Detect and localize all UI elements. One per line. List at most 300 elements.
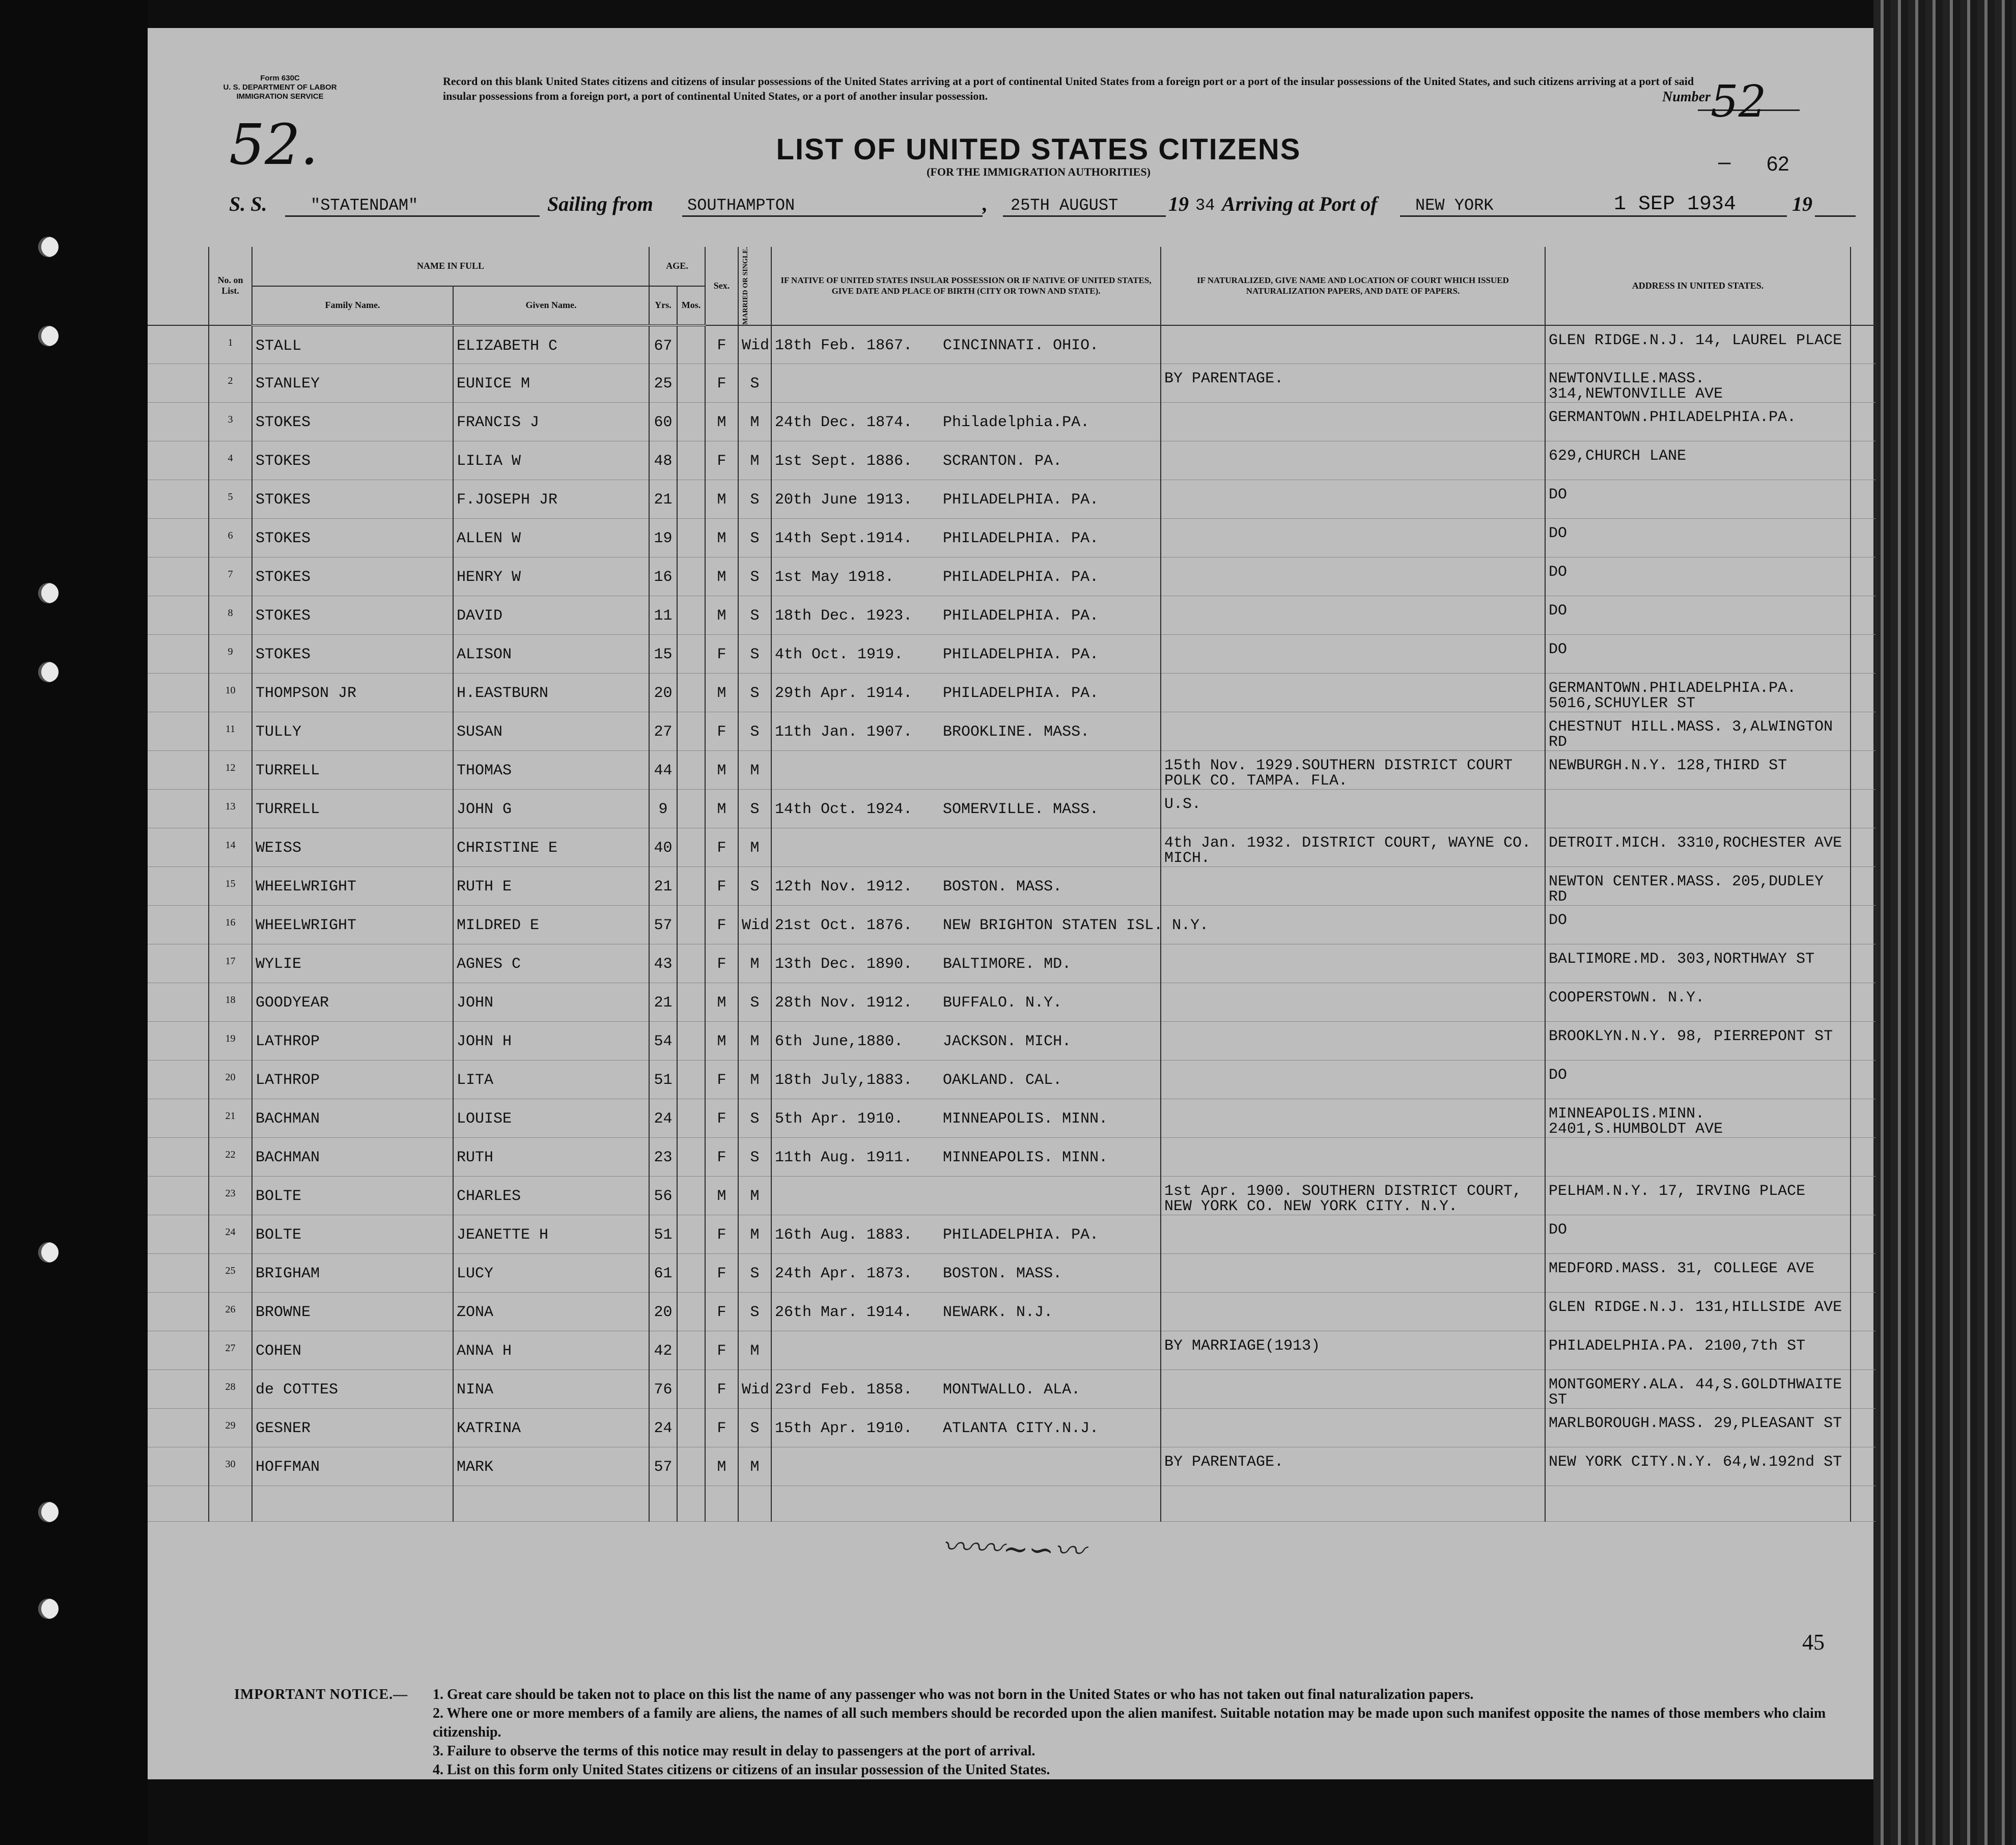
- cell-empty: [1851, 519, 1876, 557]
- cell-empty: [677, 1060, 705, 1099]
- cell-yrs: 15: [649, 635, 677, 674]
- cell-address: NEW YORK CITY.N.Y. 64,W.192nd ST: [1545, 1447, 1851, 1486]
- cell-address: GERMANTOWN.PHILADELPHIA.PA.: [1545, 403, 1851, 441]
- number-label: Number: [1662, 89, 1711, 105]
- col-no: No. on List.: [209, 247, 252, 325]
- cell-empty: [677, 1022, 705, 1060]
- cell-address: DO: [1545, 519, 1851, 557]
- cell-nat: [1161, 712, 1545, 751]
- table-row: [148, 712, 1876, 751]
- table-row: [148, 1447, 1876, 1486]
- cell-ms: M: [738, 1177, 771, 1215]
- cell-empty: [677, 1486, 705, 1522]
- cell-address: BROOKLYN.N.Y. 98, PIERREPONT ST: [1545, 1022, 1851, 1060]
- cell-empty: [1851, 712, 1876, 751]
- cell-empty: [677, 635, 705, 674]
- cell-birth: [771, 364, 1161, 403]
- cell-ms: S: [738, 1409, 771, 1447]
- cell-nat: [1161, 1409, 1545, 1447]
- cell-family: TULLY: [252, 712, 453, 751]
- cell-empty: [148, 1022, 209, 1060]
- cell-yrs: 27: [649, 712, 677, 751]
- cell-empty: [677, 519, 705, 557]
- cell-empty: [1851, 325, 1876, 364]
- cell-empty: [252, 1486, 453, 1522]
- birth-date: 16th Aug. 1883.: [775, 1226, 913, 1244]
- cell-nat: [1161, 1138, 1545, 1177]
- cell-nat: [1161, 635, 1545, 674]
- cell-empty: [677, 1447, 705, 1486]
- cell-empty: [148, 712, 209, 751]
- cell-sex: M: [705, 751, 738, 790]
- birth-place: BOSTON. MASS.: [943, 878, 1062, 896]
- cell-birth: [771, 1293, 1161, 1331]
- birth-date: 11th Jan. 1907.: [775, 723, 913, 741]
- table-row: [148, 1138, 1876, 1177]
- cell-family: THOMPSON JR: [252, 674, 453, 712]
- cell-no: 7: [209, 557, 252, 596]
- birth-date: 26th Mar. 1914.: [775, 1304, 913, 1322]
- cell-empty: [1161, 1486, 1545, 1522]
- birth-date: 14th Oct. 1924.: [775, 801, 913, 819]
- cell-yrs: 60: [649, 403, 677, 441]
- cell-empty: [148, 790, 209, 828]
- cell-empty: [1851, 1060, 1876, 1099]
- cell-empty: [148, 1177, 209, 1215]
- cell-given: JOHN H: [453, 1022, 649, 1060]
- birth-place: SOMERVILLE. MASS.: [943, 801, 1099, 819]
- cell-empty: [677, 1254, 705, 1293]
- cell-sex: F: [705, 441, 738, 480]
- cell-family: STOKES: [252, 557, 453, 596]
- cell-no: 1: [209, 325, 252, 364]
- cell-sex: M: [705, 480, 738, 519]
- cell-ms: M: [738, 828, 771, 867]
- cell-sex: M: [705, 1177, 738, 1215]
- cell-given: ZONA: [453, 1293, 649, 1331]
- cell-birth: [771, 480, 1161, 519]
- birth-date: 18th Feb. 1867.: [775, 337, 913, 354]
- cell-nat: 1st Apr. 1900. SOUTHERN DISTRICT COURT, NEW YORK CO. NEW YORK CITY. N.Y.: [1161, 1177, 1545, 1215]
- page-ref-dash: –: [1718, 149, 1731, 174]
- cell-no: 15: [209, 867, 252, 906]
- cell-sex: F: [705, 1293, 738, 1331]
- birth-date: 11th Aug. 1911.: [775, 1149, 913, 1167]
- cell-address: CHESTNUT HILL.MASS. 3,ALWINGTON RD: [1545, 712, 1851, 751]
- year-prefix: 19: [1168, 192, 1189, 215]
- cell-birth: [771, 1177, 1161, 1215]
- birth-place: BOSTON. MASS.: [943, 1265, 1062, 1283]
- cell-given: THOMAS: [453, 751, 649, 790]
- birth-place: PHILADELPHIA. PA.: [943, 685, 1099, 703]
- number-value: 52: [1711, 76, 1767, 127]
- cell-birth: [771, 712, 1161, 751]
- cell-empty: [1851, 596, 1876, 635]
- form-id-block: [209, 74, 351, 101]
- cell-empty: [148, 1060, 209, 1099]
- birth-place: PHILADELPHIA. PA.: [943, 607, 1099, 625]
- cell-empty: [677, 441, 705, 480]
- cell-birth: [771, 403, 1161, 441]
- birth-place: BUFFALO. N.Y.: [943, 994, 1062, 1012]
- cell-no: 3: [209, 403, 252, 441]
- cell-empty: [1851, 790, 1876, 828]
- table-row: [148, 1370, 1876, 1409]
- cell-ms: S: [738, 557, 771, 596]
- port-from-underline: [682, 215, 983, 217]
- cell-empty: [148, 1447, 209, 1486]
- handwritten-list-number: 52.: [229, 112, 318, 177]
- cell-yrs: 42: [649, 1331, 677, 1370]
- cell-empty: [148, 983, 209, 1022]
- cell-empty: [705, 1486, 738, 1522]
- table-row: [148, 906, 1876, 944]
- preamble-text: Record on this blank United States citizens and citizens of insular possessions of the United States arriving at a port of continental United States from a foreign port or a port of the insular possessions of the United States, and such citizens arriving at a port of said insular possessions from a foreign port, a port of continental United States, or a port of another insular possession.: [443, 75, 1694, 102]
- cell-given: ANNA H: [453, 1331, 649, 1370]
- cell-address: NEWBURGH.N.Y. 128,THIRD ST: [1545, 751, 1851, 790]
- cell-birth: [771, 983, 1161, 1022]
- birth-place: BROOKLINE. MASS.: [943, 723, 1090, 741]
- cell-no: 9: [209, 635, 252, 674]
- voyage-line: [229, 192, 1858, 222]
- cell-address: DO: [1545, 596, 1851, 635]
- table-row: [148, 441, 1876, 480]
- cell-family: TURRELL: [252, 790, 453, 828]
- col-birth: IF NATIVE OF UNITED STATES INSULAR POSSESSION OR IF NATIVE OF UNITED STATES, GIVE DATE AND PLACE OF BIRTH (CITY OR TOWN AND STATE).: [771, 247, 1161, 325]
- cell-sex: F: [705, 1409, 738, 1447]
- cell-nat: BY PARENTAGE.: [1161, 1447, 1545, 1486]
- col-family-name: Family Name.: [252, 286, 453, 325]
- birth-place: OAKLAND. CAL.: [943, 1072, 1062, 1089]
- cell-empty: [453, 1486, 649, 1522]
- cell-address: DO: [1545, 557, 1851, 596]
- cell-given: CHARLES: [453, 1177, 649, 1215]
- cell-no: 21: [209, 1099, 252, 1138]
- cell-birth: [771, 1060, 1161, 1099]
- cell-nat: 15th Nov. 1929.SOUTHERN DISTRICT COURT POLK CO. TAMPA. FLA.: [1161, 751, 1545, 790]
- cell-empty: [677, 944, 705, 983]
- birth-date: 15th Apr. 1910.: [775, 1420, 913, 1438]
- cell-empty: [148, 1099, 209, 1138]
- cell-sex: F: [705, 1215, 738, 1254]
- cell-yrs: 20: [649, 674, 677, 712]
- cell-yrs: 11: [649, 596, 677, 635]
- cell-family: STOKES: [252, 403, 453, 441]
- cell-empty: [148, 441, 209, 480]
- table-row: [148, 557, 1876, 596]
- cell-address: DO: [1545, 906, 1851, 944]
- col-age: AGE.: [649, 247, 705, 286]
- cell-ms: M: [738, 944, 771, 983]
- cell-empty: [148, 403, 209, 441]
- cell-birth: [771, 519, 1161, 557]
- cell-given: LUCY: [453, 1254, 649, 1293]
- cell-yrs: 24: [649, 1409, 677, 1447]
- cell-yrs: 20: [649, 1293, 677, 1331]
- birth-place: JACKSON. MICH.: [943, 1033, 1072, 1051]
- cell-empty: [677, 557, 705, 596]
- cell-nat: [1161, 944, 1545, 983]
- cell-birth: [771, 1370, 1161, 1409]
- cell-address: GLEN RIDGE.N.J. 131,HILLSIDE AVE: [1545, 1293, 1851, 1331]
- cell-no: 16: [209, 906, 252, 944]
- cell-yrs: 67: [649, 325, 677, 364]
- cell-no: 23: [209, 1177, 252, 1215]
- col-naturalized: IF NATURALIZED, GIVE NAME AND LOCATION OF COURT WHICH ISSUED NATURALIZATION PAPERS, AND DATE OF PAPERS.: [1161, 247, 1545, 325]
- birth-date: 28th Nov. 1912.: [775, 994, 913, 1012]
- cell-empty: [148, 557, 209, 596]
- cell-yrs: 61: [649, 1254, 677, 1293]
- birth-place: MINNEAPOLIS. MINN.: [943, 1110, 1108, 1128]
- page-reference: 62: [1767, 153, 1789, 175]
- cell-no: 12: [209, 751, 252, 790]
- cell-given: JOHN: [453, 983, 649, 1022]
- cell-family: WEISS: [252, 828, 453, 867]
- arrival-date-stamp: 1 SEP 1934: [1614, 193, 1737, 216]
- cell-empty: [1851, 1409, 1876, 1447]
- cell-empty: [677, 1331, 705, 1370]
- cell-sex: F: [705, 635, 738, 674]
- birth-date: 4th Oct. 1919.: [775, 646, 904, 664]
- cell-birth: [771, 1099, 1161, 1138]
- cell-yrs: 25: [649, 364, 677, 403]
- cell-empty: [148, 674, 209, 712]
- cell-nat: [1161, 557, 1545, 596]
- binder-hole: [38, 326, 59, 346]
- cell-empty: [148, 1331, 209, 1370]
- cell-family: LATHROP: [252, 1022, 453, 1060]
- cell-no: 6: [209, 519, 252, 557]
- cell-family: COHEN: [252, 1331, 453, 1370]
- cell-empty: [677, 712, 705, 751]
- birth-date: 18th Dec. 1923.: [775, 607, 913, 625]
- table-row: [148, 828, 1876, 867]
- cell-yrs: 44: [649, 751, 677, 790]
- cell-family: WYLIE: [252, 944, 453, 983]
- cell-sex: F: [705, 1060, 738, 1099]
- cell-empty: [1851, 1099, 1876, 1138]
- cell-empty: [148, 828, 209, 867]
- birth-place: Philadelphia.PA.: [943, 414, 1090, 432]
- ship-underline: [285, 215, 540, 217]
- cell-nat: BY MARRIAGE(1913): [1161, 1331, 1545, 1370]
- birth-place: NEW BRIGHTON STATEN ISL. N.Y.: [943, 917, 1209, 935]
- cell-given: ELIZABETH C: [453, 325, 649, 364]
- cell-given: DAVID: [453, 596, 649, 635]
- married-single-label: MARRIED OR SINGLE.: [742, 247, 750, 325]
- birth-place: SCRANTON. PA.: [943, 453, 1062, 470]
- department-name: U. S. DEPARTMENT OF LABOR: [223, 83, 337, 92]
- cell-given: MARK: [453, 1447, 649, 1486]
- cell-address: GERMANTOWN.PHILADELPHIA.PA. 5016,SCHUYLER ST: [1545, 674, 1851, 712]
- cell-nat: [1161, 1215, 1545, 1254]
- cell-family: STANLEY: [252, 364, 453, 403]
- cell-ms: S: [738, 1254, 771, 1293]
- col-mos: Mos.: [677, 286, 705, 325]
- cell-empty: [1851, 751, 1876, 790]
- passenger-table: [148, 247, 1877, 1522]
- year-prefix-2: 19: [1792, 192, 1812, 215]
- cell-no: 18: [209, 983, 252, 1022]
- birth-place: MINNEAPOLIS. MINN.: [943, 1149, 1108, 1167]
- table-row: [148, 480, 1876, 519]
- cell-yrs: 19: [649, 519, 677, 557]
- cell-empty: [738, 1486, 771, 1522]
- notice-heading: IMPORTANT NOTICE.—: [234, 1687, 408, 1702]
- cell-given: HENRY W: [453, 557, 649, 596]
- cell-address: NEWTONVILLE.MASS. 314,NEWTONVILLE AVE: [1545, 364, 1851, 403]
- cell-no: 10: [209, 674, 252, 712]
- service-name: IMMIGRATION SERVICE: [236, 92, 324, 101]
- table-row: [148, 1022, 1876, 1060]
- col-given-name: Given Name.: [453, 286, 649, 325]
- cell-empty: [148, 1486, 209, 1522]
- cell-empty: [1851, 1331, 1876, 1370]
- cell-address: DO: [1545, 635, 1851, 674]
- cell-sex: M: [705, 674, 738, 712]
- inspector-signature: 〰〰∼∽〰: [941, 1529, 1085, 1570]
- cell-empty: [1851, 635, 1876, 674]
- cell-empty: [1851, 828, 1876, 867]
- page-title: LIST OF UNITED STATES CITIZENS: [776, 133, 1301, 166]
- cell-empty: [148, 635, 209, 674]
- cell-birth: [771, 1138, 1161, 1177]
- cell-nat: [1161, 906, 1545, 944]
- birth-place: PHILADELPHIA. PA.: [943, 1226, 1099, 1244]
- table-row: [148, 635, 1876, 674]
- cell-sex: F: [705, 1331, 738, 1370]
- cell-sex: M: [705, 983, 738, 1022]
- cell-sex: F: [705, 944, 738, 983]
- cell-family: LATHROP: [252, 1060, 453, 1099]
- cell-address: MARLBOROUGH.MASS. 29,PLEASANT ST: [1545, 1409, 1851, 1447]
- cell-given: JEANETTE H: [453, 1215, 649, 1254]
- cell-family: HOFFMAN: [252, 1447, 453, 1486]
- cell-yrs: 54: [649, 1022, 677, 1060]
- birth-place: CINCINNATI. OHIO.: [943, 337, 1099, 354]
- cell-empty: [677, 1177, 705, 1215]
- cell-birth: [771, 1022, 1161, 1060]
- cell-empty: [1851, 1370, 1876, 1409]
- cell-empty: [148, 867, 209, 906]
- cell-empty: [677, 325, 705, 364]
- cell-given: LILIA W: [453, 441, 649, 480]
- cell-sex: M: [705, 557, 738, 596]
- cell-empty: [677, 906, 705, 944]
- cell-ms: S: [738, 867, 771, 906]
- table-row: [148, 1254, 1876, 1293]
- cell-sex: F: [705, 1254, 738, 1293]
- cell-empty: [677, 596, 705, 635]
- cell-empty: [1851, 1022, 1876, 1060]
- cell-address: DO: [1545, 480, 1851, 519]
- cell-ms: M: [738, 441, 771, 480]
- cell-yrs: 51: [649, 1060, 677, 1099]
- cell-empty: [1851, 674, 1876, 712]
- cell-yrs: 23: [649, 1138, 677, 1177]
- cell-sex: F: [705, 325, 738, 364]
- birth-date: 20th June 1913.: [775, 491, 913, 509]
- cell-ms: S: [738, 983, 771, 1022]
- cell-family: GESNER: [252, 1409, 453, 1447]
- cell-given: JOHN G: [453, 790, 649, 828]
- cell-ms: M: [738, 751, 771, 790]
- cell-address: COOPERSTOWN. N.Y.: [1545, 983, 1851, 1022]
- cell-nat: [1161, 983, 1545, 1022]
- cell-address: MINNEAPOLIS.MINN. 2401,S.HUMBOLDT AVE: [1545, 1099, 1851, 1138]
- birth-place: BALTIMORE. MD.: [943, 956, 1072, 973]
- cell-empty: [677, 364, 705, 403]
- cell-sex: F: [705, 1099, 738, 1138]
- cell-ms: S: [738, 596, 771, 635]
- cell-birth: [771, 1447, 1161, 1486]
- cell-empty: [677, 1099, 705, 1138]
- cell-family: WHEELWRIGHT: [252, 906, 453, 944]
- cell-given: CHRISTINE E: [453, 828, 649, 867]
- cell-ms: S: [738, 712, 771, 751]
- cell-birth: [771, 906, 1209, 944]
- cell-family: BROWNE: [252, 1293, 453, 1331]
- cell-empty: [148, 1370, 209, 1409]
- cell-birth: [771, 1409, 1161, 1447]
- cell-yrs: 76: [649, 1370, 677, 1409]
- cell-address: BALTIMORE.MD. 303,NORTHWAY ST: [1545, 944, 1851, 983]
- manifest-sheet: [148, 28, 1873, 1779]
- cell-nat: [1161, 596, 1545, 635]
- cell-no: 27: [209, 1331, 252, 1370]
- cell-address: MONTGOMERY.ALA. 44,S.GOLDTHWAITE ST: [1545, 1370, 1851, 1409]
- cell-ms: M: [738, 1447, 771, 1486]
- cell-nat: [1161, 1293, 1545, 1331]
- cell-yrs: 21: [649, 867, 677, 906]
- cell-no: 19: [209, 1022, 252, 1060]
- cell-family: STOKES: [252, 596, 453, 635]
- birth-date: 24th Apr. 1873.: [775, 1265, 913, 1283]
- cell-family: GOODYEAR: [252, 983, 453, 1022]
- cell-sex: F: [705, 1370, 738, 1409]
- cell-empty: [148, 325, 209, 364]
- cell-birth: [771, 1331, 1161, 1370]
- cell-empty: [771, 1486, 1161, 1522]
- arriving-label: Arriving at Port of: [1222, 192, 1378, 215]
- table-row: [148, 674, 1876, 712]
- cell-empty: [677, 1215, 705, 1254]
- cell-nat: [1161, 867, 1545, 906]
- birth-date: 24th Dec. 1874.: [775, 414, 913, 432]
- cell-address: 629,CHURCH LANE: [1545, 441, 1851, 480]
- cell-nat: 4th Jan. 1932. DISTRICT COURT, WAYNE CO. MICH.: [1161, 828, 1545, 867]
- cell-sex: F: [705, 1138, 738, 1177]
- cell-empty: [677, 480, 705, 519]
- cell-birth: [771, 441, 1161, 480]
- cell-address: DETROIT.MICH. 3310,ROCHESTER AVE: [1545, 828, 1851, 867]
- cell-ms: M: [738, 1060, 771, 1099]
- cell-empty: [1851, 1486, 1876, 1522]
- table-row: [148, 519, 1876, 557]
- cell-empty: [677, 403, 705, 441]
- table-row: [148, 1215, 1876, 1254]
- cell-yrs: 48: [649, 441, 677, 480]
- cell-ms: S: [738, 674, 771, 712]
- cell-empty: [1851, 867, 1876, 906]
- cell-given: AGNES C: [453, 944, 649, 983]
- cell-nat: [1161, 519, 1545, 557]
- cell-address: GLEN RIDGE.N.J. 14, LAUREL PLACE: [1545, 325, 1851, 364]
- cell-no: 14: [209, 828, 252, 867]
- cell-no: 25: [209, 1254, 252, 1293]
- header-row-1: [148, 247, 1876, 286]
- cell-birth: [771, 325, 1161, 364]
